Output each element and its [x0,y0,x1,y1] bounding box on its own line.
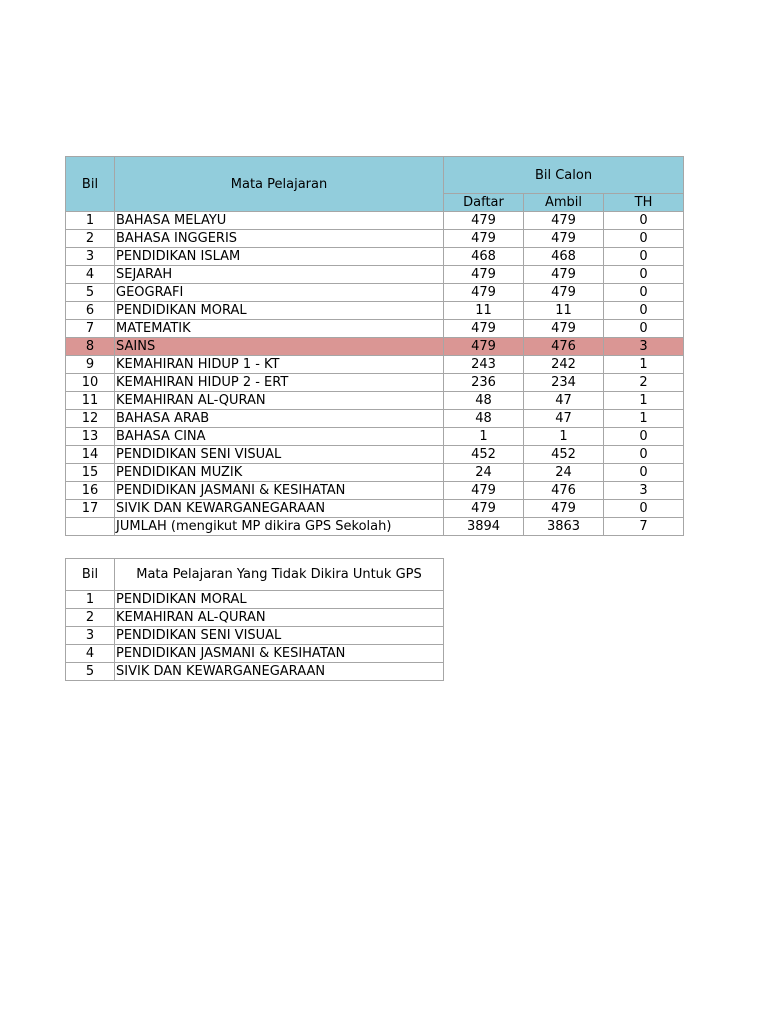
table-row [66,392,684,410]
row-subject: PENDIDIKAN SENI VISUAL [115,627,444,645]
excluded-subjects-table [65,558,444,681]
row-bil: 12 [66,410,115,428]
row-th: 1 [604,356,684,374]
row-th: 0 [604,500,684,518]
row-bil: 6 [66,302,115,320]
table-row [66,230,684,248]
row-th: 0 [604,284,684,302]
row-subject: GEOGRAFI [115,284,444,302]
row-ambil: 479 [524,266,604,284]
row-th: 0 [604,230,684,248]
row-ambil: 452 [524,446,604,464]
row-daftar: 479 [444,284,524,302]
row-th: 0 [604,464,684,482]
row-subject: SIVIK DAN KEWARGANEGARAAN [115,663,444,681]
table-row [66,428,684,446]
row-ambil: 47 [524,392,604,410]
header-ambil: Ambil [524,194,604,212]
excluded-header-mata-pelajaran: Mata Pelajaran Yang Tidak Dikira Untuk GPS [115,559,444,591]
table-row [66,410,684,428]
row-daftar: 479 [444,320,524,338]
table-row [66,645,444,663]
header-mata-pelajaran: Mata Pelajaran [115,157,444,212]
row-th: 2 [604,374,684,392]
row-th: 3 [604,482,684,500]
row-daftar: 468 [444,248,524,266]
row-subject: PENDIDIKAN JASMANI & KESIHATAN [115,482,444,500]
table-row [66,338,684,356]
row-th: 0 [604,266,684,284]
row-ambil: 476 [524,482,604,500]
row-ambil: 479 [524,212,604,230]
table-row [66,302,684,320]
row-daftar: 11 [444,302,524,320]
row-bil: 11 [66,392,115,410]
row-ambil: 1 [524,428,604,446]
row-subject: BAHASA CINA [115,428,444,446]
row-subject: KEMAHIRAN AL-QURAN [115,609,444,627]
excluded-header-bil: Bil [66,559,115,591]
row-bil: 1 [66,212,115,230]
row-daftar: 48 [444,392,524,410]
table-row [66,446,684,464]
row-ambil: 479 [524,230,604,248]
row-daftar: 236 [444,374,524,392]
row-bil: 3 [66,248,115,266]
row-bil: 13 [66,428,115,446]
table-row [66,609,444,627]
row-bil: 2 [66,609,115,627]
row-subject: PENDIDIKAN SENI VISUAL [115,446,444,464]
row-daftar: 479 [444,338,524,356]
row-daftar: 479 [444,482,524,500]
row-bil: 1 [66,591,115,609]
row-subject: PENDIDIKAN JASMANI & KESIHATAN [115,645,444,663]
row-bil: 14 [66,446,115,464]
row-th: 0 [604,446,684,464]
row-th: 0 [604,302,684,320]
table-row [66,482,684,500]
table-row [66,500,684,518]
total-daftar: 3894 [444,518,524,536]
row-subject: PENDIDIKAN MORAL [115,591,444,609]
row-daftar: 479 [444,500,524,518]
row-bil: 8 [66,338,115,356]
row-ambil: 476 [524,338,604,356]
row-daftar: 1 [444,428,524,446]
row-subject: PENDIDIKAN MORAL [115,302,444,320]
row-subject: KEMAHIRAN HIDUP 1 - KT [115,356,444,374]
row-th: 1 [604,392,684,410]
row-bil: 5 [66,663,115,681]
table-row [66,627,444,645]
row-subject: SIVIK DAN KEWARGANEGARAAN [115,500,444,518]
total-row [66,518,684,536]
row-bil: 3 [66,627,115,645]
row-subject: BAHASA MELAYU [115,212,444,230]
header-daftar: Daftar [444,194,524,212]
table-row [66,663,444,681]
row-ambil: 479 [524,284,604,302]
total-label: JUMLAH (mengikut MP dikira GPS Sekolah) [115,518,444,536]
row-bil: 17 [66,500,115,518]
row-ambil: 11 [524,302,604,320]
row-subject: SEJARAH [115,266,444,284]
row-daftar: 479 [444,212,524,230]
row-bil: 2 [66,230,115,248]
table-row [66,248,684,266]
row-bil: 10 [66,374,115,392]
row-bil: 4 [66,266,115,284]
row-subject: KEMAHIRAN HIDUP 2 - ERT [115,374,444,392]
row-ambil: 47 [524,410,604,428]
header-row [66,157,684,194]
row-th: 0 [604,212,684,230]
row-bil: 4 [66,645,115,663]
table-row [66,212,684,230]
row-daftar: 479 [444,266,524,284]
row-daftar: 24 [444,464,524,482]
row-ambil: 242 [524,356,604,374]
row-daftar: 479 [444,230,524,248]
total-th: 7 [604,518,684,536]
header-bil: Bil [66,157,115,212]
row-th: 0 [604,248,684,266]
row-daftar: 48 [444,410,524,428]
row-subject: PENDIDIKAN MUZIK [115,464,444,482]
row-subject: BAHASA ARAB [115,410,444,428]
excluded-header-row [66,559,444,591]
row-ambil: 479 [524,500,604,518]
row-bil: 15 [66,464,115,482]
row-th: 1 [604,410,684,428]
row-ambil: 468 [524,248,604,266]
table-row [66,464,684,482]
table-row [66,320,684,338]
table-row [66,266,684,284]
row-th: 0 [604,428,684,446]
row-bil: 9 [66,356,115,374]
row-subject: BAHASA INGGERIS [115,230,444,248]
header-th: TH [604,194,684,212]
row-subject: MATEMATIK [115,320,444,338]
row-ambil: 234 [524,374,604,392]
row-subject: PENDIDIKAN ISLAM [115,248,444,266]
row-th: 0 [604,320,684,338]
row-ambil: 479 [524,320,604,338]
row-th: 3 [604,338,684,356]
table-row [66,284,684,302]
table-row [66,356,684,374]
row-bil: 7 [66,320,115,338]
row-ambil: 24 [524,464,604,482]
subject-candidates-table [65,156,684,536]
header-bil-calon: Bil Calon [444,157,684,194]
row-bil: 16 [66,482,115,500]
row-daftar: 452 [444,446,524,464]
row-subject: KEMAHIRAN AL-QURAN [115,392,444,410]
row-bil: 5 [66,284,115,302]
row-daftar: 243 [444,356,524,374]
row-subject: SAINS [115,338,444,356]
table-row [66,591,444,609]
total-ambil: 3863 [524,518,604,536]
total-bil-cell [66,518,115,536]
table-row [66,374,684,392]
